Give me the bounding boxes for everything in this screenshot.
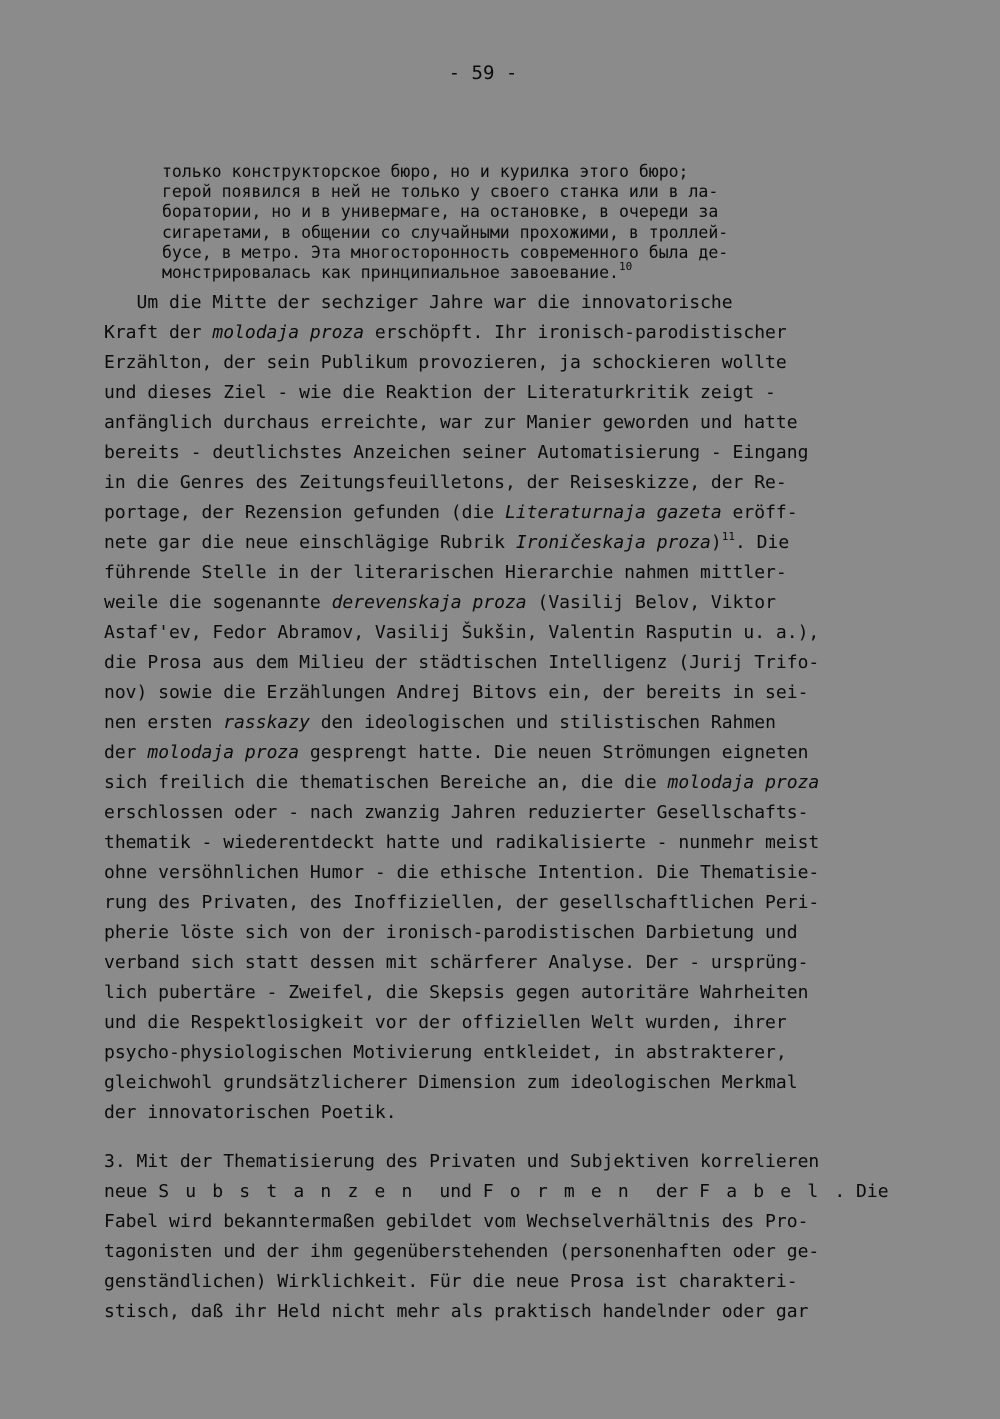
text-line: psycho-physiologischen Motivierung entkleidet, in abstrakterer, [104, 1042, 787, 1063]
quote-line: бусе, в метро. Эта многосторонность современного была де- [162, 242, 729, 262]
text-line: ohne versöhnlichen Humor - die ethische Intention. Die Thematisie- [104, 862, 820, 883]
text-line: gleichwohl grundsätzlicherer Dimension zum ideologischen Merkmal [104, 1072, 798, 1093]
italic-term: molodaja proza [667, 772, 820, 793]
text-line: thematik - wiederentdeckt hatte und radikalisierte - nunmehr meist [104, 832, 820, 853]
text-line: portage, der Rezension gefunden (die Literaturnaja gazeta eröff- [104, 502, 798, 523]
text-line: rung des Privaten, des Inoffiziellen, der gesellschaftlichen Peri- [104, 892, 820, 913]
quote-line: боратории, но и в универмаге, на остановке, в очереди за [162, 202, 719, 222]
text-line: weile die sogenannte derevenskaja proza (Vasilij Belov, Viktor [104, 592, 776, 613]
text-line: Erzählton, der sein Publikum provozieren, ja schockieren wollte [104, 352, 787, 373]
body-paragraph-2 [104, 1147, 904, 1327]
footnote-ref: 10 [618, 260, 633, 274]
text-line: und die Respektlosigkeit vor der offiziellen Welt wurden, ihrer [104, 1012, 787, 1033]
block-quote [162, 162, 862, 283]
text-line: sich freilich die thematischen Bereiche an, die die molodaja proza [104, 772, 820, 793]
quote-line: сигаретами, в общении со случайными прохожими, в троллей- [162, 222, 729, 242]
italic-term: molodaja proza [212, 322, 365, 343]
text-line: die Prosa aus dem Milieu der städtischen Intelligenz (Jurij Trifo- [104, 652, 820, 673]
text-line: pherie löste sich von der ironisch-parodistischen Darbietung und [104, 922, 798, 943]
text-line: 3. Mit der Thematisierung des Privaten und Subjektiven korrelieren [104, 1151, 820, 1172]
text-line: stisch, daß ihr Held nicht mehr als praktisch handelnder oder gar [104, 1301, 809, 1322]
text-line: in die Genres des Zeitungsfeuilletons, der Reiseskizze, der Re- [104, 472, 787, 493]
text-line: Fabel wird bekanntermaßen gebildet vom Wechselverhältnis des Pro- [104, 1211, 809, 1232]
text-line: nete gar die neue einschlägige Rubrik Ironičeskaja proza)$^{11}$. Die [104, 530, 790, 553]
text-line: bereits - deutlichstes Anzeichen seiner Automatisierung - Eingang [104, 442, 809, 463]
italic-term: derevenskaja proza [331, 592, 527, 613]
italic-term: Ironičeskaja proza [515, 532, 711, 553]
text-line: nen ersten rasskazy den ideologischen und stilistischen Rahmen [104, 712, 776, 733]
text-line: erschlossen oder - nach zwanzig Jahren reduzierter Gesellschafts- [104, 802, 809, 823]
quote-line: только конструкторское бюро, но и курилка этого бюро; [162, 162, 689, 181]
text-line: genständlichen) Wirklichkeit. Für die neue Prosa ist charakteri- [104, 1271, 798, 1292]
text-line: und dieses Ziel - wie die Reaktion der Literaturkritik zeigt - [104, 382, 776, 403]
text-line: neue Substanzen und Formen der Fabel. Die [104, 1181, 889, 1202]
italic-term: molodaja proza [147, 742, 300, 763]
spaced-term: Fabel [699, 1181, 835, 1202]
text-line: führende Stelle in der literarischen Hierarchie nahmen mittler- [104, 562, 787, 583]
text-line: lich pubertäre - Zweifel, die Skepsis gegen autoritäre Wahrheiten [104, 982, 809, 1003]
spaced-term: Substanzen [158, 1181, 429, 1202]
text-line: der innovatorischen Poetik. [104, 1102, 397, 1123]
text-line: Um die Mitte der sechziger Jahre war die innovatorische [104, 292, 733, 313]
quote-line-text: монстрировалась как принципиальное завоевание. [162, 263, 619, 283]
quote-line: герой появился в ней не только у своего станка или в ла- [162, 182, 719, 202]
footnote-ref: 11 [721, 530, 735, 543]
italic-term: Literaturnaja gazeta [504, 502, 722, 523]
text-line: anfänglich durchaus erreichte, war zur Manier geworden und hatte [104, 412, 798, 433]
body-paragraph-1 [104, 288, 904, 1128]
quote-line [162, 260, 862, 283]
text-line: Kraft der molodaja proza erschöpft. Ihr ironisch-parodistischer [104, 322, 787, 343]
text-line: Astaf'ev, Fedor Abramov, Vasilij Šukšin, Valentin Rasputin u. a.), [104, 622, 820, 643]
text-line: tagonisten und der ihm gegenüberstehenden (personenhaften oder ge- [104, 1241, 820, 1262]
italic-term: rasskazy [223, 712, 310, 733]
text-line: verband sich statt dessen mit schärferer Analyse. Der - ursprüng- [104, 952, 809, 973]
text-line: nov) sowie die Erzählungen Andrej Bitovs ein, der bereits in sei- [104, 682, 809, 703]
page-number: - 59 - [448, 62, 518, 84]
text-line: der molodaja proza gesprengt hatte. Die neuen Strömungen eigneten [104, 742, 809, 763]
spaced-term: Formen [482, 1181, 645, 1202]
